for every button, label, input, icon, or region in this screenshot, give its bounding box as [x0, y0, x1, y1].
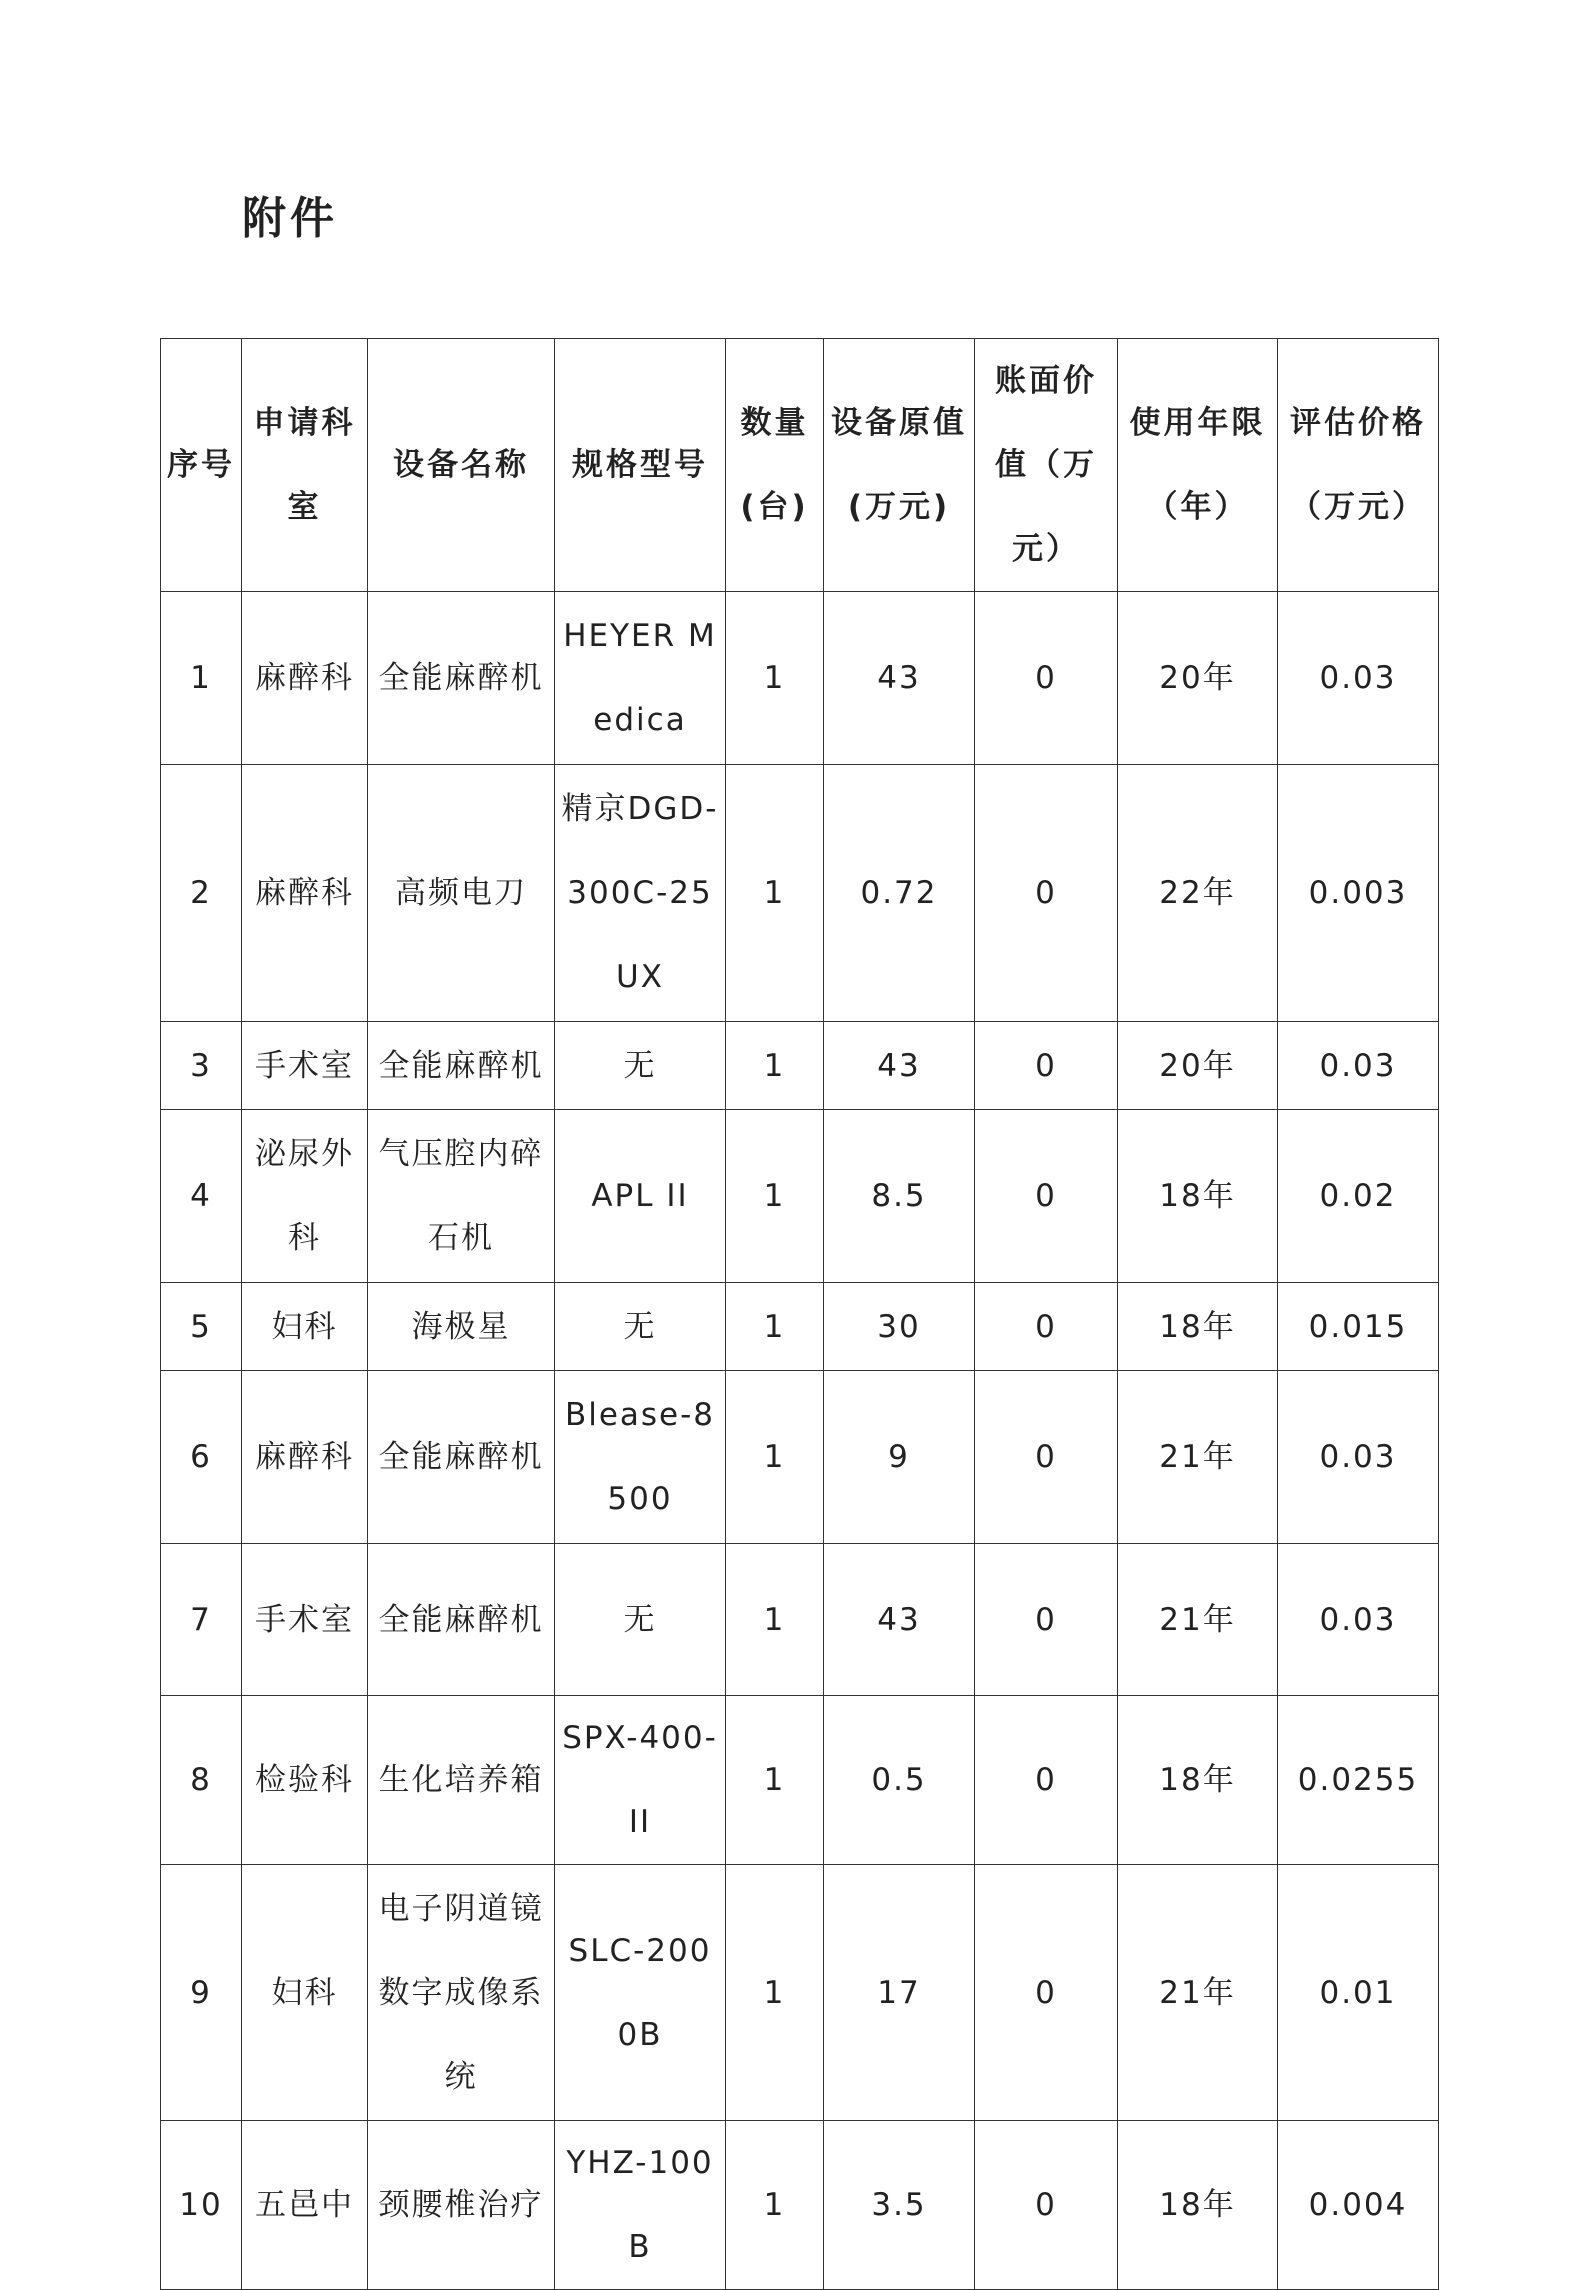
- cell-book: 0: [975, 2121, 1118, 2290]
- header-seq: 序号: [161, 339, 242, 592]
- cell-qty: 1: [726, 592, 824, 765]
- header-qty: 数量(台): [726, 339, 824, 592]
- cell-qty: 1: [726, 1283, 824, 1371]
- cell-qty: 1: [726, 765, 824, 1022]
- cell-eval: 0.003: [1278, 765, 1439, 1022]
- cell-orig: 30: [824, 1283, 975, 1371]
- cell-name: 颈腰椎治疗: [368, 2121, 555, 2290]
- cell-dept: 麻醉科: [242, 1371, 368, 1544]
- cell-dept: 五邑中: [242, 2121, 368, 2290]
- cell-book: 0: [975, 1865, 1118, 2121]
- header-name: 设备名称: [368, 339, 555, 592]
- cell-qty: 1: [726, 1371, 824, 1544]
- cell-name: 全能麻醉机: [368, 1544, 555, 1696]
- cell-model: Blease-8500: [555, 1371, 726, 1544]
- cell-orig: 43: [824, 592, 975, 765]
- cell-book: 0: [975, 1371, 1118, 1544]
- cell-dept: 检验科: [242, 1696, 368, 1865]
- cell-dept: 手术室: [242, 1544, 368, 1696]
- table-row: [161, 765, 1439, 1022]
- cell-dept: 手术室: [242, 1022, 368, 1110]
- cell-name: 高频电刀: [368, 765, 555, 1022]
- cell-model: 无: [555, 1544, 726, 1696]
- cell-years: 22年: [1118, 765, 1278, 1022]
- cell-years: 20年: [1118, 1022, 1278, 1110]
- cell-book: 0: [975, 765, 1118, 1022]
- page-title: 附件: [242, 193, 338, 244]
- cell-seq: 4: [161, 1110, 242, 1283]
- cell-dept: 妇科: [242, 1283, 368, 1371]
- cell-model: 无: [555, 1283, 726, 1371]
- table-header-row: [161, 339, 1439, 592]
- cell-book: 0: [975, 592, 1118, 765]
- cell-dept: 泌尿外科: [242, 1110, 368, 1283]
- cell-seq: 5: [161, 1283, 242, 1371]
- cell-years: 21年: [1118, 1544, 1278, 1696]
- cell-years: 21年: [1118, 1371, 1278, 1544]
- cell-dept: 妇科: [242, 1865, 368, 2121]
- cell-seq: 3: [161, 1022, 242, 1110]
- cell-eval: 0.01: [1278, 1865, 1439, 2121]
- cell-years: 21年: [1118, 1865, 1278, 2121]
- cell-name: 气压腔内碎石机: [368, 1110, 555, 1283]
- cell-orig: 0.72: [824, 765, 975, 1022]
- cell-qty: 1: [726, 1865, 824, 2121]
- cell-qty: 1: [726, 1022, 824, 1110]
- cell-dept: 麻醉科: [242, 765, 368, 1022]
- header-orig: 设备原值(万元): [824, 339, 975, 592]
- table-row: [161, 1022, 1439, 1110]
- equipment-table: [160, 338, 1439, 2290]
- cell-years: 18年: [1118, 1110, 1278, 1283]
- header-dept: 申请科室: [242, 339, 368, 592]
- table-row: [161, 1696, 1439, 1865]
- cell-seq: 1: [161, 592, 242, 765]
- header-model: 规格型号: [555, 339, 726, 592]
- cell-eval: 0.0255: [1278, 1696, 1439, 1865]
- cell-seq: 7: [161, 1544, 242, 1696]
- cell-name: 全能麻醉机: [368, 1022, 555, 1110]
- table-row: [161, 1110, 1439, 1283]
- cell-orig: 43: [824, 1544, 975, 1696]
- cell-seq: 2: [161, 765, 242, 1022]
- cell-name: 全能麻醉机: [368, 1371, 555, 1544]
- cell-book: 0: [975, 1544, 1118, 1696]
- cell-orig: 43: [824, 1022, 975, 1110]
- table-row: [161, 592, 1439, 765]
- cell-eval: 0.03: [1278, 1544, 1439, 1696]
- cell-eval: 0.03: [1278, 1371, 1439, 1544]
- cell-book: 0: [975, 1283, 1118, 1371]
- cell-orig: 17: [824, 1865, 975, 2121]
- cell-orig: 8.5: [824, 1110, 975, 1283]
- cell-name: 海极星: [368, 1283, 555, 1371]
- cell-orig: 3.5: [824, 2121, 975, 2290]
- cell-years: 18年: [1118, 1696, 1278, 1865]
- table-row: [161, 1544, 1439, 1696]
- cell-eval: 0.015: [1278, 1283, 1439, 1371]
- table-row: [161, 2121, 1439, 2290]
- cell-model: SLC-2000B: [555, 1865, 726, 2121]
- cell-qty: 1: [726, 1544, 824, 1696]
- header-years: 使用年限（年）: [1118, 339, 1278, 592]
- cell-name: 电子阴道镜数字成像系统: [368, 1865, 555, 2121]
- cell-orig: 0.5: [824, 1696, 975, 1865]
- cell-orig: 9: [824, 1371, 975, 1544]
- cell-eval: 0.02: [1278, 1110, 1439, 1283]
- cell-years: 18年: [1118, 1283, 1278, 1371]
- cell-years: 20年: [1118, 592, 1278, 765]
- cell-years: 18年: [1118, 2121, 1278, 2290]
- cell-eval: 0.03: [1278, 1022, 1439, 1110]
- cell-eval: 0.004: [1278, 2121, 1439, 2290]
- cell-model: YHZ-100B: [555, 2121, 726, 2290]
- cell-book: 0: [975, 1022, 1118, 1110]
- cell-book: 0: [975, 1696, 1118, 1865]
- cell-name: 全能麻醉机: [368, 592, 555, 765]
- cell-qty: 1: [726, 1696, 824, 1865]
- cell-seq: 8: [161, 1696, 242, 1865]
- cell-dept: 麻醉科: [242, 592, 368, 765]
- cell-model: APL II: [555, 1110, 726, 1283]
- header-eval: 评估价格（万元）: [1278, 339, 1439, 592]
- cell-qty: 1: [726, 2121, 824, 2290]
- cell-model: 无: [555, 1022, 726, 1110]
- header-book: 账面价值（万元）: [975, 339, 1118, 592]
- cell-name: 生化培养箱: [368, 1696, 555, 1865]
- cell-seq: 9: [161, 1865, 242, 2121]
- table-row: [161, 1371, 1439, 1544]
- table-row: [161, 1865, 1439, 2121]
- cell-qty: 1: [726, 1110, 824, 1283]
- cell-model: HEYER Medica: [555, 592, 726, 765]
- cell-seq: 6: [161, 1371, 242, 1544]
- cell-book: 0: [975, 1110, 1118, 1283]
- cell-seq: 10: [161, 2121, 242, 2290]
- cell-model: 精京DGD-300C-25UX: [555, 765, 726, 1022]
- cell-model: SPX-400-II: [555, 1696, 726, 1865]
- cell-eval: 0.03: [1278, 592, 1439, 765]
- table-row: [161, 1283, 1439, 1371]
